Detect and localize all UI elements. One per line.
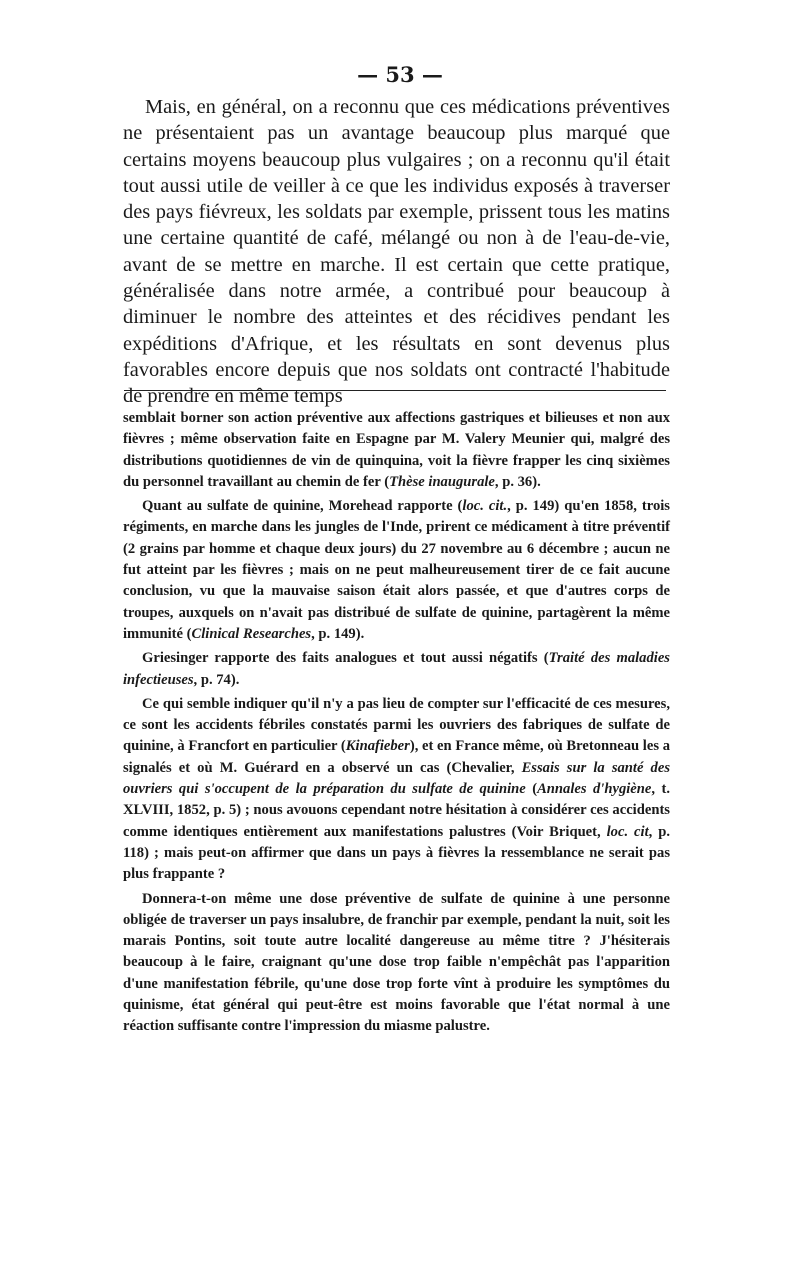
text-run: ), et en France même, où Bretonneau les a signalés et où M. Guérard en a observé un cas (Chevalier,	[123, 738, 670, 776]
italic-title: loc. cit	[606, 823, 649, 840]
text-run: , p. 118) ; mais peut-on affirmer que dans un pays à fièvres la ressemblance ne serait pas plus frappante ?	[123, 823, 671, 883]
text-run: , p. 149) qu'en 1858, trois régiments, en marche dans les jungles de l'Inde, prirent ce médicament à titre préventif (2 grains par homme et chaque deux jours) du 27 novembre au 6 décembre ; aucun ne fut atteint par les fièvres ; mais on ne peut malheureusement tirer de ce fait aucune conclusion, vu que la mauvaise saison était alors passée, et que d'autres corps de troupes, auxquels on n'avait pas distribué de sulfate de quinine, partagèrent la même immunité (	[123, 498, 670, 642]
text-run: , p. 36).	[494, 473, 541, 490]
page-number: — 53 —	[357, 62, 443, 87]
footnote-paragraph-2	[123, 496, 670, 645]
footnote-paragraph-1	[123, 408, 670, 493]
italic-title: loc. cit.	[462, 498, 508, 515]
main-text	[123, 94, 670, 410]
italic-title: Thèse inaugurale	[389, 473, 495, 490]
italic-title: Traité des maladies infectieuses	[123, 650, 670, 688]
footnote-paragraph-4	[123, 694, 670, 886]
footnotes	[123, 408, 670, 1041]
text-run: Ce qui semble indiquer qu'il n'y a pas lieu de compter sur l'efficacité de ces mesures, ce sont les accidents fébriles constatés parmi les ouvriers des fabriques de sulfate de quinine, à Francfort en particulier (	[123, 695, 670, 755]
italic-title: Kinafieber	[345, 738, 410, 755]
italic-title: Annales d'hygiène	[537, 781, 652, 798]
text-run: , p. 149).	[311, 625, 365, 642]
footnote-paragraph-3	[123, 648, 670, 691]
text-run: Quant au sulfate de quinine, Morehead rapporte (	[142, 498, 463, 515]
text-run: (	[525, 781, 538, 798]
italic-title: Essais sur la santé des ouvriers qui s'occupent de la préparation du sulfate de quinine	[123, 759, 670, 798]
text-run: semblait borner son action préventive aux affections gastriques et bilieuses et non aux fièvres ; même observation faite en Espagne par M. Valery Meunier qui, malgré des distributions quotidiennes de vin de quinquina, voit la fièvre frapper les cinq sixièmes du personnel travaillant au chemin de fer (	[123, 410, 670, 490]
footnote-separator	[124, 390, 666, 391]
text-run: Griesinger rapporte des faits analogues et tout aussi négatifs (	[142, 650, 549, 667]
text-run: , t. XLVIII, 1852, p. 5) ; nous avouons cependant notre hésitation à considérer ces accidents comme identiques entièrement aux manifestations palustres (Voir Briquet,	[123, 781, 670, 840]
italic-title: Clinical Researches	[191, 625, 312, 642]
footnote-paragraph-5: Donnera-t-on même une dose préventive de sulfate de quinine à une personne obligée de traverser un pays insalubre, de franchir par exemple, pendant la nuit, soit les marais Pontins, soit toute autre localité dangereuse au même titre ? J'hésiterais beaucoup à le faire, craignant qu'une dose trop faible n'empêchât pas l'apparition d'une manifestation fébrile, qu'une dose trop forte vînt à produire les symptômes du quinisme, état général qui peut-être est moins favorable que l'état normal à une réaction suffisante contre l'impression du miasme palustre.	[123, 890, 670, 1035]
main-paragraph: Mais, en général, on a reconnu que ces médications préventives ne présentaient pas un avantage beaucoup plus marqué que certains moyens beaucoup plus vulgaires ; on a reconnu qu'il était tout aussi utile de veiller à ce que les individus exposés à traverser des pays fiévreux, les soldats par exemple, prissent tous les matins une certaine quantité de café, mélangé ou non à de l'eau-de-vie, avant de se mettre en marche. Il est certain que cette pratique, généralisée dans notre armée, a contribué pour beaucoup à diminuer le nombre des atteintes et des récidives pendant les expéditions d'Afrique, et les résultats en sont devenus plus favorables encore depuis que nos soldats ont contracté l'habitude de prendre en même temps	[123, 96, 670, 408]
text-run: , p. 74).	[193, 671, 240, 688]
